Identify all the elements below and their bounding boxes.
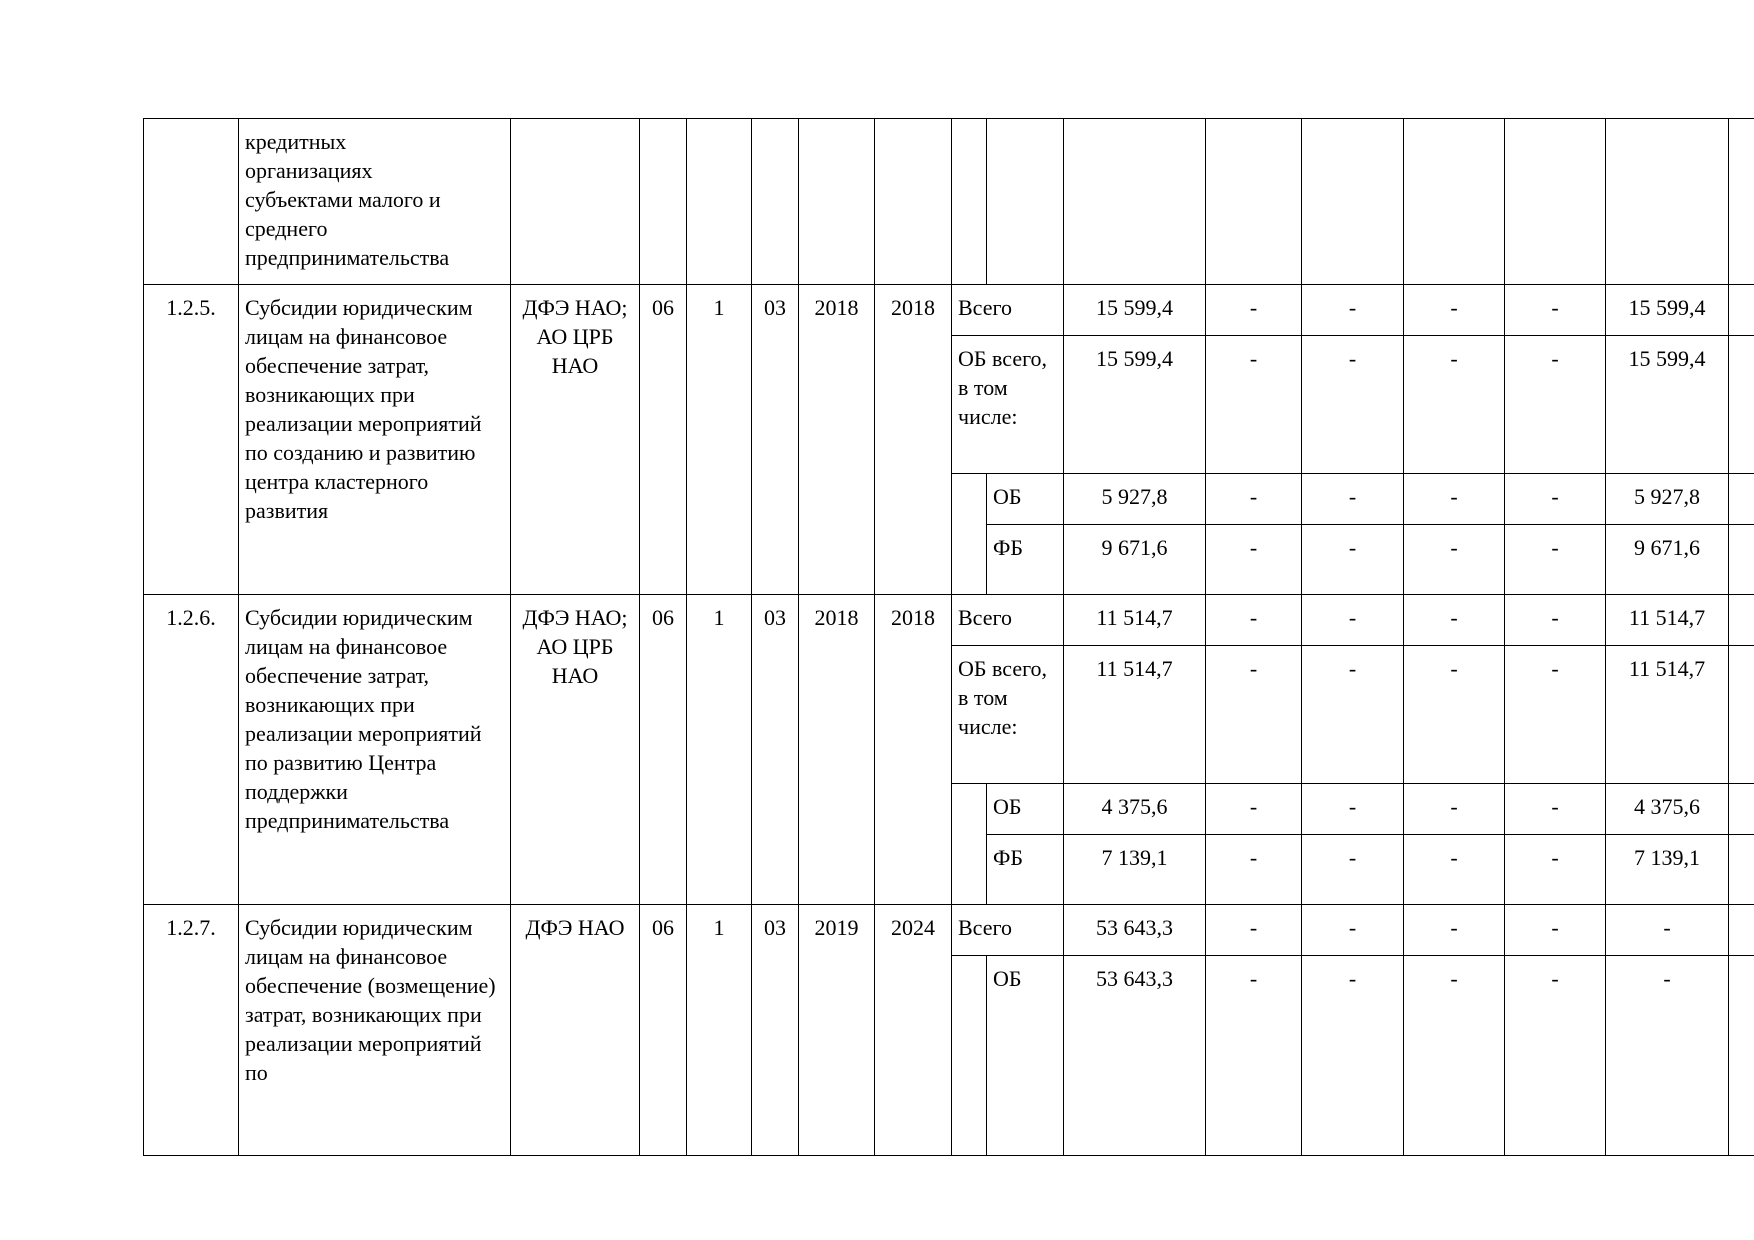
cell-year-col: - [1505,835,1606,905]
cell-year-col [1729,525,1754,595]
cell-year-col: 15 599,4 [1606,285,1729,336]
cell-year-col: - [1206,336,1302,474]
cell-year-col: 11 514,7 [1606,595,1729,646]
cell-year-end: 2018 [875,595,952,905]
cell-year-col: - [1505,784,1606,835]
cell-year-col [1729,285,1754,336]
cell-year-col: - [1505,474,1606,525]
cell-code1: 06 [640,285,687,595]
cell-year-end: 2024 [875,905,952,1156]
cell-year-col: - [1302,646,1404,784]
cell-year-col: 11 514,7 [1606,646,1729,784]
cell-year-col: 5 927,8 [1606,474,1729,525]
cell-year-col: - [1206,595,1302,646]
cell-year-col: 7 139,1 [1606,835,1729,905]
cell-amount [1064,119,1206,285]
cell-source-indent [952,956,987,1156]
cell-source-label: ФБ [987,835,1064,905]
cell-code2 [687,119,752,285]
table-row [144,285,1754,336]
cell-year-col: - [1505,646,1606,784]
cell-amount: 53 643,3 [1064,956,1206,1156]
cell-code1: 06 [640,905,687,1156]
cell-source-indent [952,474,987,595]
cell-year-col [1729,956,1754,1156]
cell-year-col: 9 671,6 [1606,525,1729,595]
cell-amount: 11 514,7 [1064,595,1206,646]
cell-source-label: ОБ [987,784,1064,835]
cell-year-start [799,119,875,285]
cell-year-col [1729,646,1754,784]
cell-source-label [987,119,1064,285]
cell-amount: 4 375,6 [1064,784,1206,835]
cell-year-start: 2018 [799,595,875,905]
cell-year-col: - [1206,784,1302,835]
cell-year-col: - [1302,956,1404,1156]
cell-year-col: - [1404,595,1505,646]
cell-year-col: - [1505,595,1606,646]
cell-code1: 06 [640,595,687,905]
cell-year-col: - [1302,285,1404,336]
cell-year-col: - [1505,956,1606,1156]
cell-year-col [1729,474,1754,525]
cell-year-col: - [1404,784,1505,835]
cell-source-indent [952,784,987,905]
cell-year-col [1606,119,1729,285]
cell-source-indent [952,119,987,285]
cell-num: 1.2.7. [144,905,239,1156]
cell-year-col: - [1206,646,1302,784]
cell-year-col: - [1302,784,1404,835]
cell-executor: ДФЭ НАО [511,905,640,1156]
cell-year-col: - [1404,905,1505,956]
cell-amount: 7 139,1 [1064,835,1206,905]
cell-amount: 15 599,4 [1064,336,1206,474]
cell-name: кредитных организациях субъектами малого и среднего предпринимательства [239,119,511,285]
cell-year-col [1729,336,1754,474]
cell-year-col: - [1206,285,1302,336]
cell-year-col: - [1404,474,1505,525]
cell-source-label: ОБ всего, в том числе: [952,336,1064,474]
cell-year-col: - [1404,835,1505,905]
cell-year-end [875,119,952,285]
cell-year-col: - [1206,474,1302,525]
cell-year-col: - [1206,525,1302,595]
cell-year-start: 2019 [799,905,875,1156]
cell-year-end: 2018 [875,285,952,595]
cell-code2: 1 [687,285,752,595]
cell-num: 1.2.6. [144,595,239,905]
cell-amount: 15 599,4 [1064,285,1206,336]
cell-year-col: - [1505,336,1606,474]
cell-executor: ДФЭ НАО; АО ЦРБ НАО [511,595,640,905]
cell-year-col: - [1404,336,1505,474]
cell-name: Субсидии юридическим лицам на финансовое обеспечение (возмещение) затрат, возникающих при реализации мероприятий по [239,905,511,1156]
cell-year-col: - [1206,956,1302,1156]
cell-year-col: - [1302,595,1404,646]
cell-year-col: - [1606,956,1729,1156]
cell-year-col [1729,835,1754,905]
cell-year-col [1302,119,1404,285]
cell-year-col: - [1404,956,1505,1156]
cell-year-col: - [1505,525,1606,595]
cell-source-label: ОБ всего, в том числе: [952,646,1064,784]
cell-source-label: ОБ [987,474,1064,525]
cell-year-col: - [1206,835,1302,905]
cell-year-col [1729,784,1754,835]
cell-amount: 9 671,6 [1064,525,1206,595]
table-row-continuation [144,119,1754,285]
cell-executor [511,119,640,285]
cell-year-col [1729,905,1754,956]
cell-year-col: - [1404,525,1505,595]
cell-num: 1.2.5. [144,285,239,595]
cell-year-col [1206,119,1302,285]
cell-code2: 1 [687,905,752,1156]
cell-code3: 03 [752,595,799,905]
cell-year-col: 15 599,4 [1606,336,1729,474]
cell-amount: 53 643,3 [1064,905,1206,956]
cell-source-label: ОБ [987,956,1064,1156]
cell-year-col: - [1206,905,1302,956]
cell-year-col [1729,595,1754,646]
cell-name: Субсидии юридическим лицам на финансовое обеспечение затрат, возникающих при реализации мероприятий по развитию Центра поддержки предпринимательства [239,595,511,905]
cell-year-col: - [1302,474,1404,525]
cell-year-col: - [1505,285,1606,336]
cell-source-label: Всего [952,595,1064,646]
cell-year-col: - [1302,525,1404,595]
cell-year-col: - [1606,905,1729,956]
cell-amount: 11 514,7 [1064,646,1206,784]
cell-executor: ДФЭ НАО; АО ЦРБ НАО [511,285,640,595]
table-row [144,905,1754,956]
cell-source-label: Всего [952,905,1064,956]
cell-num [144,119,239,285]
table-row [144,595,1754,646]
budget-table [143,118,1754,1156]
cell-year-col [1505,119,1606,285]
cell-source-label: Всего [952,285,1064,336]
cell-year-col: - [1302,905,1404,956]
cell-code2: 1 [687,595,752,905]
cell-source-label: ФБ [987,525,1064,595]
cell-code3: 03 [752,285,799,595]
cell-code3 [752,119,799,285]
cell-name: Субсидии юридическим лицам на финансовое обеспечение затрат, возникающих при реализации мероприятий по созданию и развитию центра кластерного развития [239,285,511,595]
cell-year-col [1404,119,1505,285]
cell-year-start: 2018 [799,285,875,595]
cell-year-col: - [1505,905,1606,956]
cell-code1 [640,119,687,285]
cell-year-col: - [1302,835,1404,905]
cell-year-col [1729,119,1754,285]
cell-year-col: 4 375,6 [1606,784,1729,835]
cell-amount: 5 927,8 [1064,474,1206,525]
cell-year-col: - [1404,285,1505,336]
cell-year-col: - [1404,646,1505,784]
cell-code3: 03 [752,905,799,1156]
cell-year-col: - [1302,336,1404,474]
